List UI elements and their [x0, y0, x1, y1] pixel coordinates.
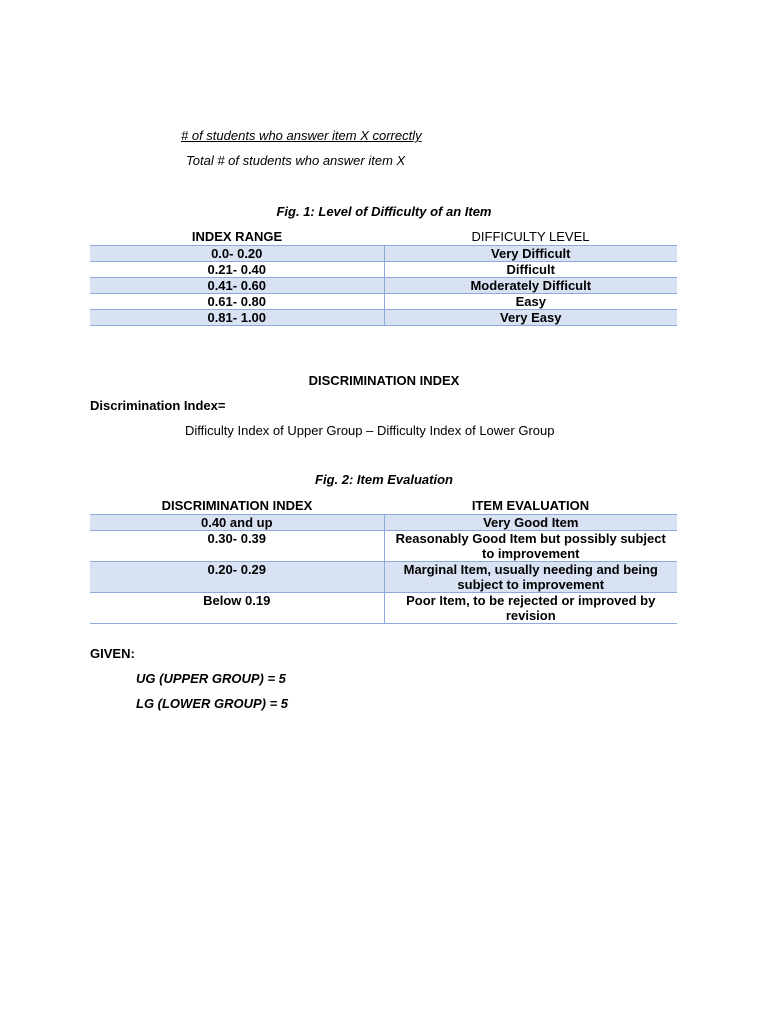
table-row [90, 310, 677, 326]
given-label: GIVEN: [90, 646, 135, 661]
table-header-row [90, 497, 677, 515]
difficulty-level-cell: Difficult [384, 262, 677, 278]
discrimination-formula: Difficulty Index of Upper Group – Difficulty Index of Lower Group [185, 423, 555, 438]
table-row [90, 593, 677, 624]
table-row [90, 531, 677, 562]
index-range-cell: 0.61- 0.80 [90, 294, 384, 310]
item-evaluation-cell: Reasonably Good Item but possibly subject to improvement [384, 531, 677, 562]
index-range-cell: 0.21- 0.40 [90, 262, 384, 278]
given-upper-group: UG (UPPER GROUP) = 5 [136, 671, 286, 686]
discrimination-index-cell: Below 0.19 [90, 593, 384, 624]
discrimination-index-cell: 0.20- 0.29 [90, 562, 384, 593]
index-range-cell: 0.0- 0.20 [90, 246, 384, 262]
discrimination-label: Discrimination Index= [90, 398, 226, 413]
difficulty-level-cell: Moderately Difficult [384, 278, 677, 294]
table-row [90, 562, 677, 593]
table-row [90, 294, 677, 310]
discrimination-index-cell: 0.40 and up [90, 515, 384, 531]
item-evaluation-cell: Marginal Item, usually needing and being subject to improvement [384, 562, 677, 593]
discrimination-index-cell: 0.30- 0.39 [90, 531, 384, 562]
formula-numerator: # of students who answer item X correctly [181, 128, 422, 143]
fig1-caption: Fig. 1: Level of Difficulty of an Item [276, 204, 492, 219]
formula-denominator: Total # of students who answer item X [186, 153, 406, 168]
index-range-cell: 0.81- 1.00 [90, 310, 384, 326]
difficulty-level-cell: Very Easy [384, 310, 677, 326]
table-row [90, 515, 677, 531]
column-header-item-evaluation: ITEM EVALUATION [384, 497, 677, 515]
difficulty-level-cell: Very Difficult [384, 246, 677, 262]
table-row [90, 262, 677, 278]
item-evaluation-cell: Poor Item, to be rejected or improved by revision [384, 593, 677, 624]
difficulty-table [90, 228, 677, 326]
index-range-cell: 0.41- 0.60 [90, 278, 384, 294]
table-header-row [90, 228, 677, 246]
column-header-index-range: INDEX RANGE [90, 228, 384, 246]
column-header-discrimination-index: DISCRIMINATION INDEX [90, 497, 384, 515]
discrimination-heading: DISCRIMINATION INDEX [308, 373, 460, 388]
table-row [90, 246, 677, 262]
item-evaluation-cell: Very Good Item [384, 515, 677, 531]
difficulty-level-cell: Easy [384, 294, 677, 310]
table-row [90, 278, 677, 294]
fig2-caption: Fig. 2: Item Evaluation [315, 472, 453, 487]
column-header-difficulty-level: DIFFICULTY LEVEL [384, 228, 677, 246]
given-lower-group: LG (LOWER GROUP) = 5 [136, 696, 289, 711]
item-evaluation-table [90, 497, 677, 624]
